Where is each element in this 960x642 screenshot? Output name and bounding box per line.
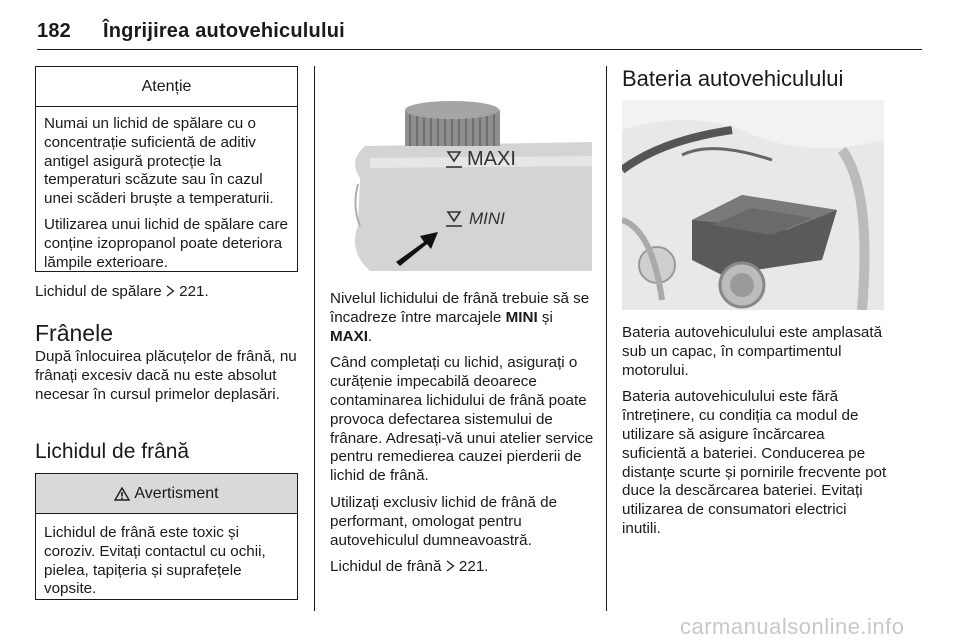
caution-heading: Atenție xyxy=(36,67,297,107)
battery-compartment-photo xyxy=(622,100,884,310)
battery-location-paragraph: Bateria autovehiculului este amplasată sub un capac, în compartimentul motorului. xyxy=(622,324,883,379)
page-ref-icon xyxy=(166,283,179,300)
brake-fluid-text xyxy=(330,290,596,585)
battery-text xyxy=(622,324,888,547)
section-heading-brakes: Frânele xyxy=(35,320,113,346)
battery-maintenance-paragraph: Bateria autovehiculului este fără întreținere, cu condiția ca modul de utilizare să asigure încărcarea suficientă a bateriei. Conducerea pe distanțe scurte și pornirile frecvente pot duce la descărcarea bateriei. Evitați utilizarea de consumatori electrici inutili. xyxy=(622,388,887,537)
chapter-title: Îngrijirea autovehiculului xyxy=(102,20,345,42)
warning-triangle-icon xyxy=(114,487,130,501)
caution-box xyxy=(35,66,298,272)
warning-heading: Avertisment xyxy=(134,484,219,502)
brakes-paragraph: După înlocuirea plăcuțelor de frână, nu frânați excesiv dacă nu este absolut necesar în cursul primelor deplasări. xyxy=(35,348,297,403)
page-number: 182 xyxy=(37,20,71,42)
column-divider-2 xyxy=(606,66,607,611)
maxi-mark-label: MAXI xyxy=(467,148,516,170)
caution-paragraph-1: Numai un lichid de spălare cu o concentrație suficientă de aditiv antigel asigură protecție la temperaturi scăzute sau în cazul unei scăderi bruște a temperaturii. xyxy=(44,115,274,208)
washer-ref-page: 221. xyxy=(179,283,209,300)
warning-heading-bar xyxy=(36,474,297,514)
brake-fluid-approved-paragraph: Utilizați exclusiv lichid de frână de performant, omologat pentru autovehiculul dumneavoastră. xyxy=(330,493,558,549)
brake-fluid-level-paragraph: Nivelul lichidului de frână trebuie să se încadreze între marcajele MINI și MAXI. xyxy=(330,290,590,345)
brake-fluid-reservoir-illustration xyxy=(330,66,592,278)
brake-fluid-reference: Lichidul de frână 221. xyxy=(330,558,489,576)
warning-box xyxy=(35,473,298,600)
page-ref-icon xyxy=(446,558,459,575)
caution-paragraph-2: Utilizarea unui lichid de spălare care conține izopropanol poate deteriora lămpile exterioare. xyxy=(44,215,288,271)
column-divider-1 xyxy=(314,66,315,611)
caution-body xyxy=(36,107,297,272)
washer-ref-text: Lichidul de spălare xyxy=(35,283,162,300)
header-rule xyxy=(37,49,922,50)
mini-mark-label: MINI xyxy=(469,209,505,228)
warning-body: Lichidul de frână este toxic și coroziv. Evitați contactul cu ochii, pielea, tapițeria și suprafețele vopsite. xyxy=(44,524,266,598)
brake-fluid-topup-paragraph: Când completați cu lichid, asigurați o curățenie impecabilă deoarece contaminarea lichidului de frână poate provoca defectarea sistemului de frânare. Adresați-vă unui atelier service pentru remedierea cauzei pierderii de lichid de frână. xyxy=(330,354,594,485)
mini-marker: MINI xyxy=(505,308,538,326)
section-heading-battery: Bateria autovehiculului xyxy=(622,66,844,91)
maxi-marker: MAXI xyxy=(330,327,368,345)
section-heading-brake-fluid: Lichidul de frână xyxy=(35,440,190,463)
washer-fluid-reference xyxy=(35,283,305,302)
footer-watermark: carmanualsonline.info xyxy=(680,614,905,639)
page-header xyxy=(37,20,345,43)
